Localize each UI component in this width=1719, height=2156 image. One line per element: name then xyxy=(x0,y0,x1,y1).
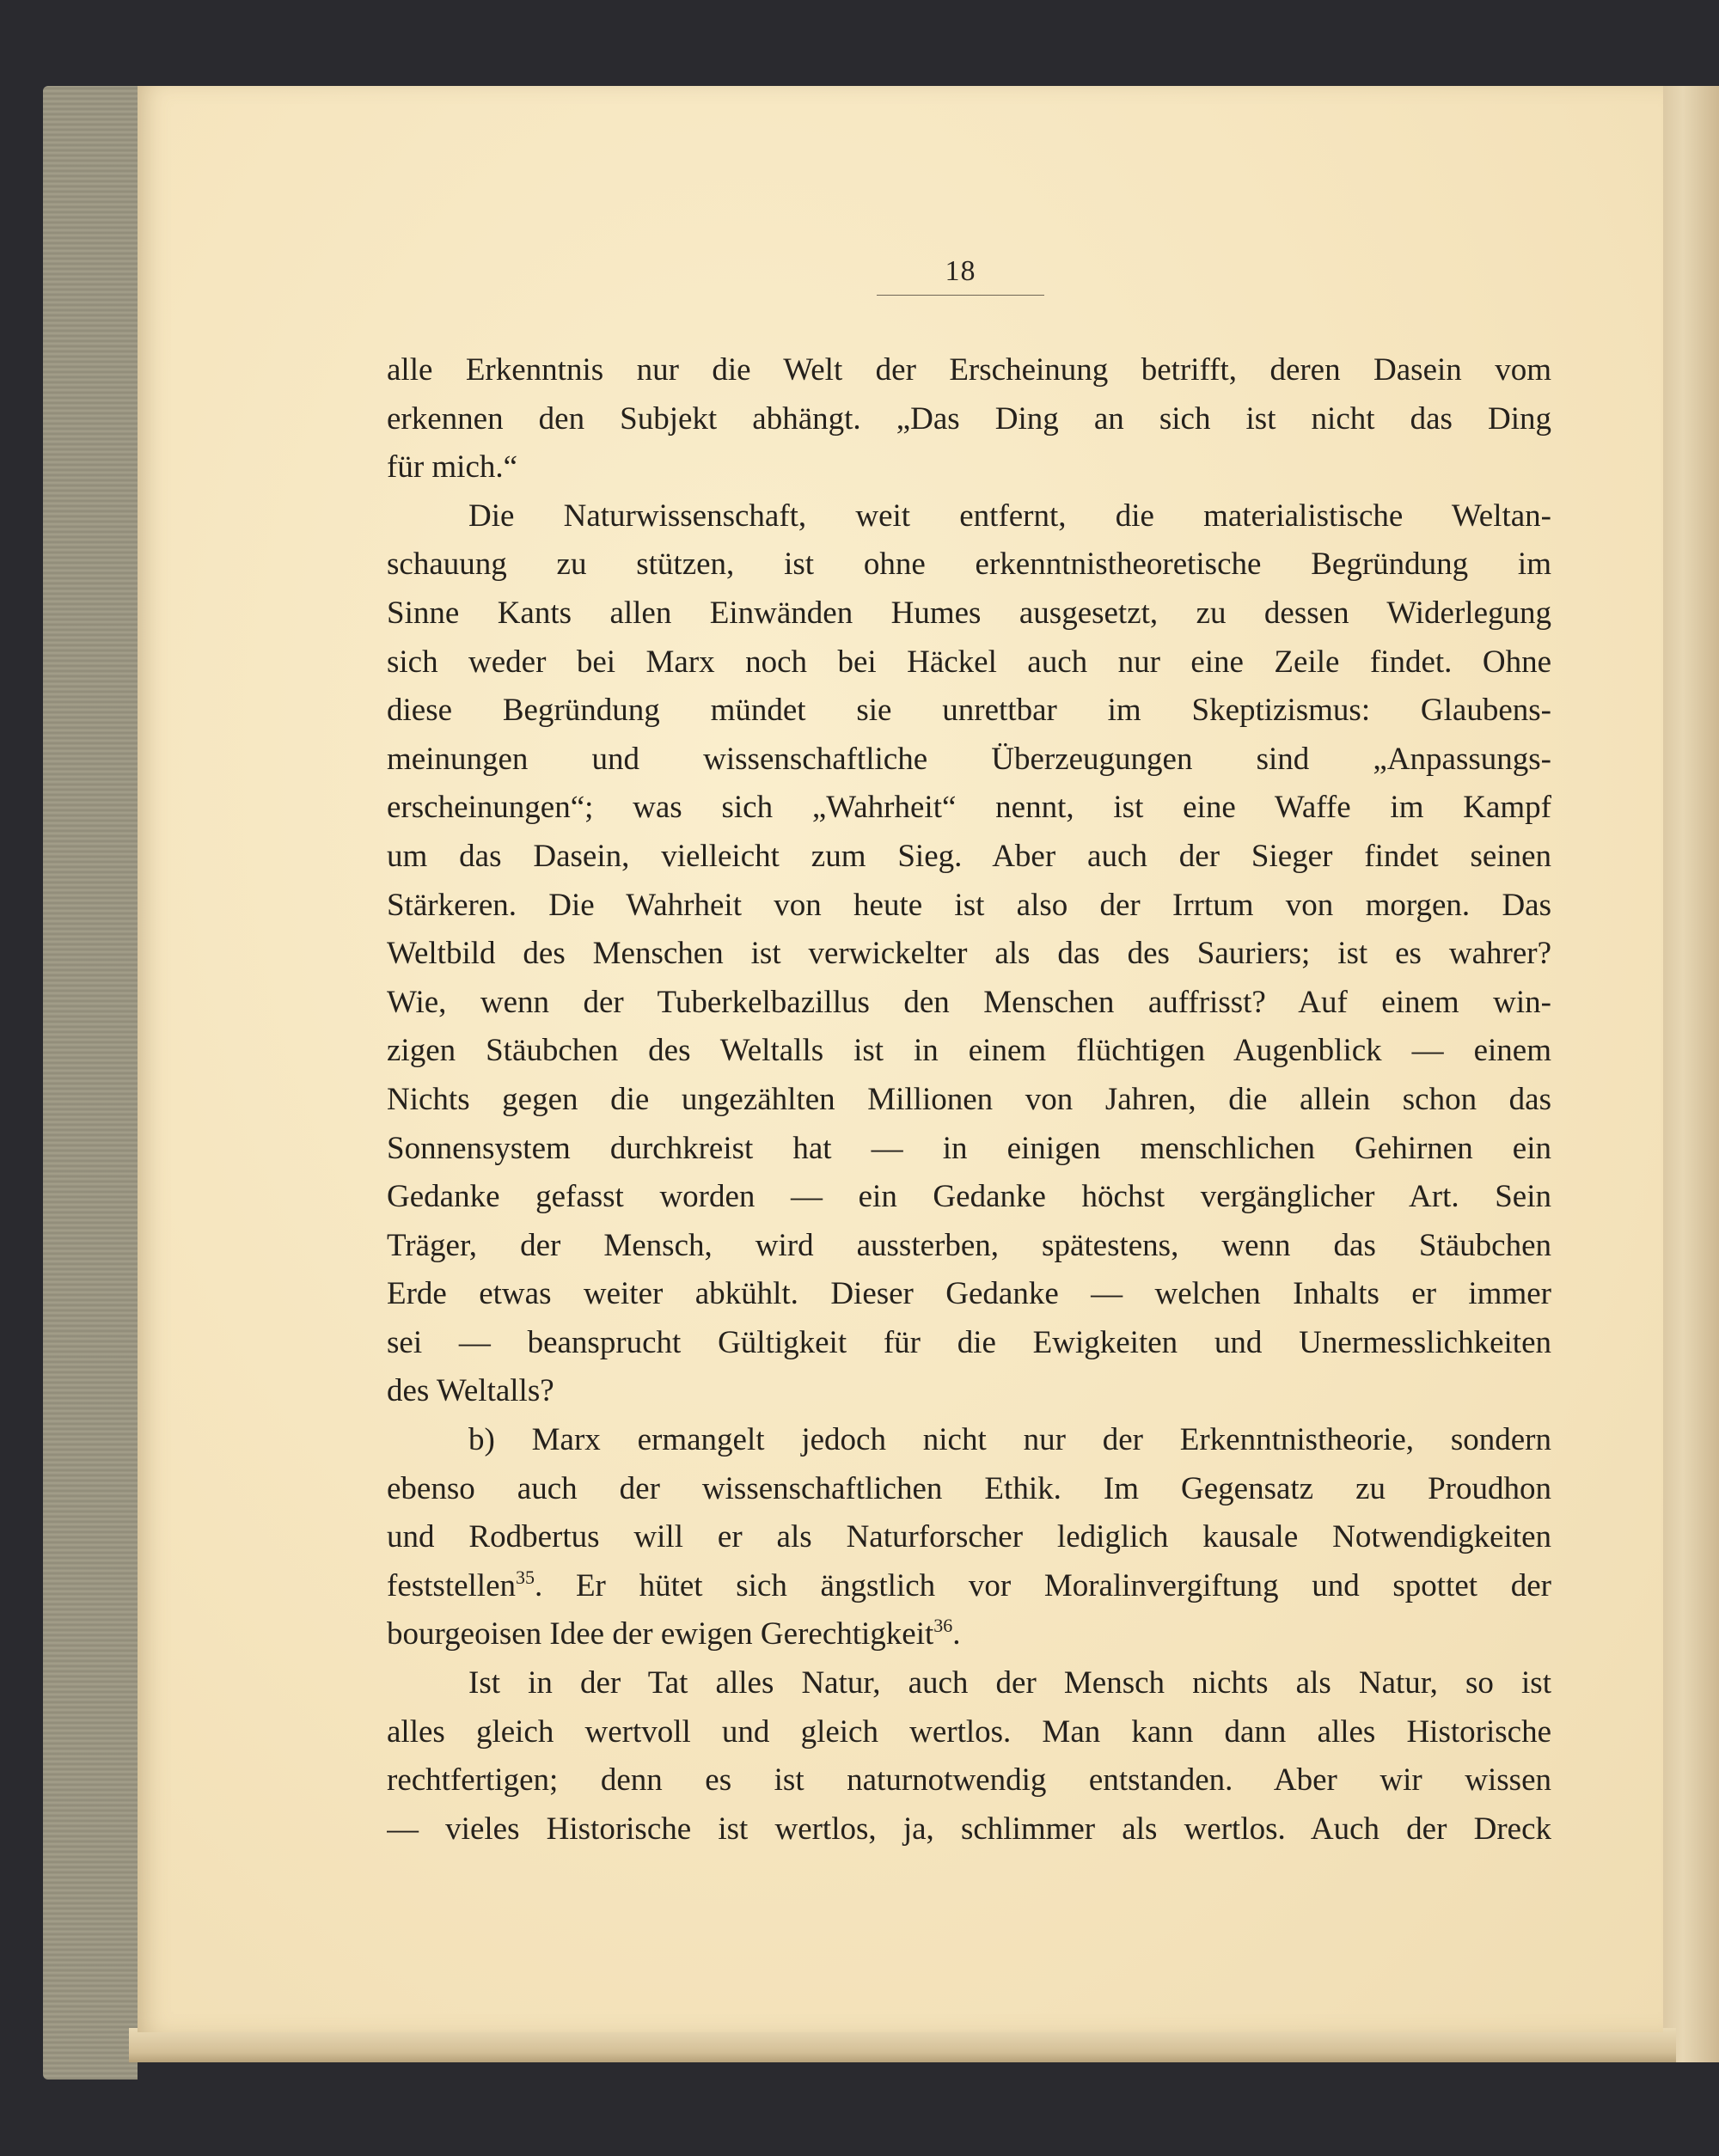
footnote-ref-36[interactable]: 36 xyxy=(933,1615,953,1637)
text-line-footnote-36 xyxy=(387,1610,1551,1659)
text-line: Die Naturwissenschaft, weit entfernt, die materialistische Weltan- xyxy=(468,498,1551,534)
text-line: alle Erkenntnis nur die Welt der Erscheinung betrifft, deren Dasein vom xyxy=(387,352,1551,388)
line-text: feststellen xyxy=(387,1567,517,1603)
text-line: meinungen und wissenschaftliche Überzeugungen sind „Anpassungs- xyxy=(387,741,1551,777)
text-line: erkennen den Subjekt abhängt. „Das Ding an sich ist nicht das Ding xyxy=(387,400,1551,437)
text-line: schauung zu stützen, ist ohne erkenntnistheoretische Begründung im xyxy=(387,547,1551,583)
text-line: alles gleich wertvoll und gleich wertlos. Man kann dann alles Historische xyxy=(387,1713,1551,1750)
text-line: um das Dasein, vielleicht zum Sieg. Aber auch der Sieger findet seinen xyxy=(387,838,1551,874)
line-text: . xyxy=(952,1616,961,1652)
body-text xyxy=(387,346,1551,1854)
page-number: 18 xyxy=(877,255,1044,296)
text-line: sei — beansprucht Gültigkeit für die Ewigkeiten und Unermesslichkeiten xyxy=(387,1324,1551,1360)
text-line: Wie, wenn der Tuberkelbazillus den Menschen auffrisst? Auf einem win- xyxy=(387,984,1551,1020)
line-text: bourgeoisen Idee der ewigen Gerechtigkeit xyxy=(387,1616,934,1652)
text-line: b) Marx ermangelt jedoch nicht nur der Erkenntnistheorie, sondern xyxy=(468,1422,1551,1458)
text-line-footnote-35 xyxy=(387,1562,1551,1611)
text-line: Gedanke gefasst worden — ein Gedanke höchst vergänglicher Art. Sein xyxy=(387,1179,1551,1215)
text-line: Erde etwas weiter abkühlt. Dieser Gedanke — welchen Inhalts er immer xyxy=(387,1276,1551,1312)
text-line: zigen Stäubchen des Weltalls ist in einem flüchtigen Augenblick — einem xyxy=(387,1033,1551,1069)
text-line: Sinne Kants allen Einwänden Humes ausgesetzt, zu dessen Widerlegung xyxy=(387,595,1551,631)
text-line: erscheinungen“; was sich „Wahrheit“ nennt, ist eine Waffe im Kampf xyxy=(387,790,1551,826)
footnote-ref-35[interactable]: 35 xyxy=(516,1566,535,1588)
text-line: Stärkeren. Die Wahrheit von heute ist also der Irrtum von morgen. Das xyxy=(387,887,1551,923)
text-line: — vieles Historische ist wertlos, ja, schlimmer als wertlos. Auch der Dreck xyxy=(387,1811,1551,1847)
text-line: Sonnensystem durchkreist hat — in einigen menschlichen Gehirnen ein xyxy=(387,1130,1551,1166)
text-line: Nichts gegen die ungezählten Millionen von Jahren, die allein schon das xyxy=(387,1081,1551,1117)
text-line: des Weltalls? xyxy=(387,1373,554,1409)
text-line: diese Begründung mündet sie unrettbar im Skeptizismus: Glaubens- xyxy=(387,693,1551,729)
line-text: . Er hütet sich ängstlich vor Moralinvergiftung und spottet der xyxy=(535,1567,1551,1603)
bottom-page-edge xyxy=(129,2028,1676,2062)
text-line: Weltbild des Menschen ist verwickelter als das des Sauriers; ist es wahrer? xyxy=(387,936,1551,972)
book-cover-edge xyxy=(43,86,138,2080)
right-page-edge xyxy=(1659,86,1719,2062)
text-line: und Rodbertus will er als Naturforscher lediglich kausale Notwendigkeiten xyxy=(387,1519,1551,1555)
text-line: für mich.“ xyxy=(387,449,518,486)
paragraph-lines-end xyxy=(387,1659,1551,1854)
text-line: ebenso auch der wissenschaftlichen Ethik. Im Gegensatz zu Proudhon xyxy=(387,1470,1551,1506)
text-line: Ist in der Tat alles Natur, auch der Mensch nichts als Natur, so ist xyxy=(468,1665,1551,1701)
paragraph-lines xyxy=(387,346,1551,1562)
text-line: sich weder bei Marx noch bei Häckel auch nur eine Zeile findet. Ohne xyxy=(387,644,1551,680)
text-line: Träger, der Mensch, wird aussterben, spätestens, wenn das Stäubchen xyxy=(387,1227,1551,1263)
text-line: rechtfertigen; denn es ist naturnotwendig entstanden. Aber wir wissen xyxy=(387,1762,1551,1799)
